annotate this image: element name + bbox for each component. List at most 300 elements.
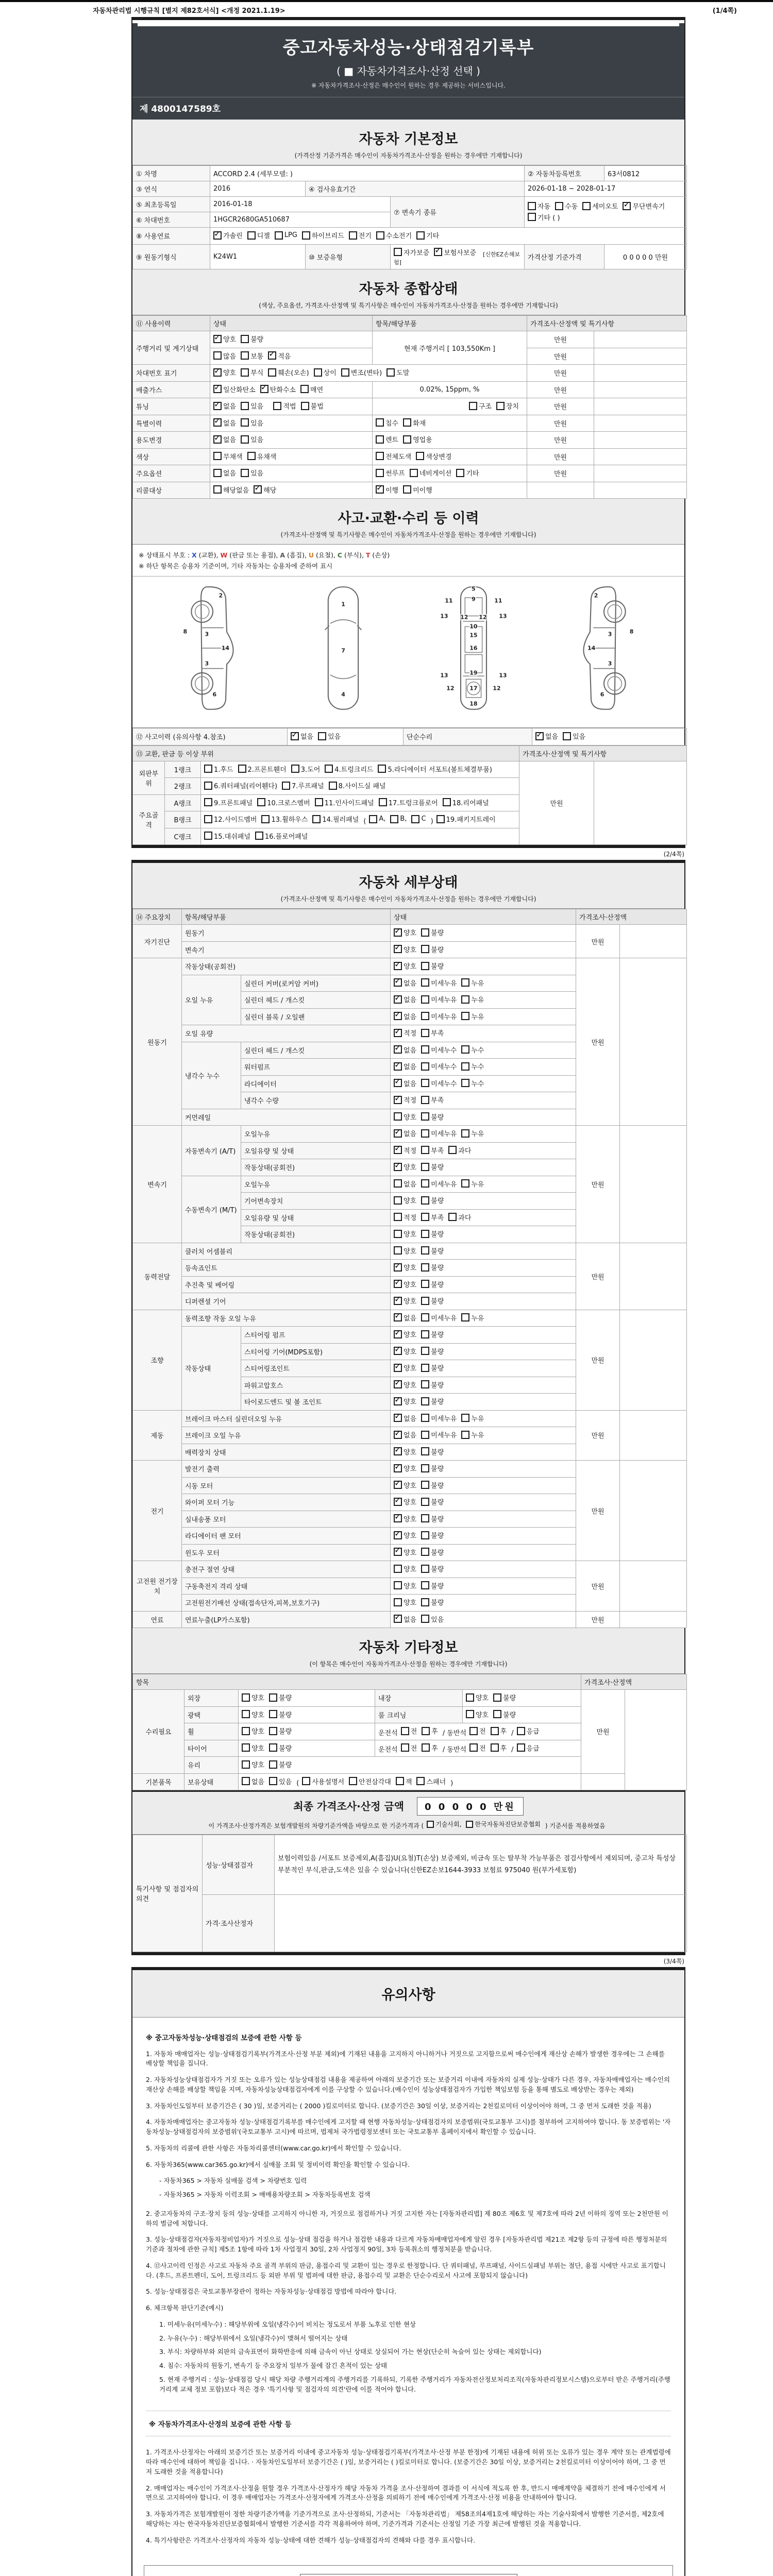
checkbox-양호[interactable] [242,1759,264,1769]
checkbox-불량[interactable] [493,1709,516,1719]
checkbox-box[interactable] [349,1777,357,1785]
checkbox-box[interactable] [325,765,333,773]
checkbox-box[interactable] [394,1380,402,1388]
checkbox-없음[interactable] [394,1179,416,1189]
checkbox-누유[interactable] [461,1313,484,1323]
checkbox-box[interactable] [241,435,249,444]
checkbox-box[interactable] [394,1079,402,1087]
checkbox-box[interactable] [461,1129,469,1138]
checkbox-과다[interactable] [448,1145,471,1155]
checkbox-무채색[interactable] [213,451,243,461]
checkbox-양호[interactable] [394,927,416,937]
checkbox-box[interactable] [247,231,256,240]
checkbox-A,[interactable] [369,815,385,823]
checkbox-box[interactable] [461,1179,469,1188]
checkbox-box[interactable] [461,978,469,987]
checkbox-box[interactable] [213,335,222,343]
checkbox-box[interactable] [314,368,322,377]
checkbox-없음[interactable] [394,1128,416,1138]
checkbox-양호[interactable] [466,1709,489,1719]
checkbox-불량[interactable] [421,1195,444,1205]
checkbox-box[interactable] [268,351,276,360]
checkbox-불량[interactable] [269,1759,292,1769]
checkbox-box[interactable] [469,1743,478,1752]
checkbox-해당없음[interactable] [213,485,249,495]
checkbox-누유[interactable] [461,1128,484,1138]
checkbox-box[interactable] [493,1710,501,1718]
checkbox-box[interactable] [242,1777,250,1785]
checkbox-box[interactable] [421,1464,429,1472]
checkbox-box[interactable] [421,1012,429,1020]
checkbox-box[interactable] [421,1230,429,1238]
checkbox-box[interactable] [394,1112,402,1121]
checkbox-box[interactable] [443,798,451,806]
checkbox-양호[interactable] [394,1564,416,1573]
checkbox-가솔린[interactable] [213,230,243,240]
checkbox-C[interactable] [411,815,426,823]
checkbox-box[interactable] [242,1727,250,1735]
checkbox-누유[interactable] [461,1179,484,1189]
checkbox-box[interactable] [421,1548,429,1556]
checkbox-box[interactable] [421,1531,429,1539]
checkbox-box[interactable] [376,469,384,477]
checkbox-보험사보증[interactable] [434,247,476,257]
checkbox-누유[interactable] [461,978,484,988]
checkbox-미세누유[interactable] [421,1413,457,1423]
checkbox-box[interactable] [421,1179,429,1188]
checkbox-스패너[interactable] [416,1776,446,1786]
checkbox-불량[interactable] [269,1709,292,1719]
checkbox-영업용[interactable] [403,434,432,444]
checkbox-일산화탄소[interactable] [213,384,256,394]
checkbox-box[interactable] [394,1280,402,1288]
checkbox-box[interactable] [341,368,349,377]
checkbox-양호[interactable] [394,1497,416,1506]
checkbox-box[interactable] [461,1414,469,1422]
checkbox-box[interactable] [394,248,402,256]
checkbox-box[interactable] [213,351,222,360]
checkbox-box[interactable] [535,732,544,740]
checkbox-box[interactable] [623,202,631,210]
checkbox-전기[interactable] [349,230,372,240]
checkbox-양호[interactable] [394,1514,416,1523]
checkbox-box[interactable] [394,1297,402,1305]
checkbox-box[interactable] [241,335,249,343]
checkbox-11.인사이드패널[interactable] [315,798,374,807]
checkbox-미이행[interactable] [403,485,432,495]
checkbox-렌트[interactable] [376,434,398,444]
checkbox-불량[interactable] [269,1692,292,1702]
checkbox-box[interactable] [528,202,536,210]
checkbox-B,[interactable] [390,815,407,823]
checkbox-없음[interactable] [394,1430,416,1439]
checkbox-box[interactable] [461,1062,469,1071]
checkbox-없음[interactable] [394,1011,416,1021]
checkbox-해당[interactable] [254,485,276,495]
checkbox-box[interactable] [329,782,337,790]
checkbox-탄화수소[interactable] [260,384,296,394]
checkbox-9.프론트패널[interactable] [204,798,253,807]
checkbox-불량[interactable] [421,1581,444,1590]
checkbox-불량[interactable] [421,1597,444,1607]
checkbox-적법[interactable] [273,401,296,411]
checkbox-box[interactable] [491,1743,499,1752]
checkbox-양호[interactable] [394,1480,416,1490]
checkbox-4.트렁크리드[interactable] [325,764,373,774]
checkbox-불법[interactable] [301,401,324,411]
checkbox-box[interactable] [394,1548,402,1556]
checkbox-적정[interactable] [394,1028,416,1038]
checkbox-미세누유[interactable] [421,994,457,1004]
checkbox-매연[interactable] [300,384,323,394]
checkbox-box[interactable] [421,1514,429,1522]
checkbox-box[interactable] [315,798,323,806]
checkbox-없음[interactable] [394,1078,416,1088]
checkbox-box[interactable] [403,435,411,444]
checkbox-box[interactable] [434,248,442,256]
checkbox-19.패키지트레이[interactable] [436,814,496,824]
checkbox-적정[interactable] [394,1095,416,1105]
checkbox-box[interactable] [421,928,429,937]
checkbox-수소전기[interactable] [376,230,412,240]
checkbox-box[interactable] [273,402,281,410]
checkbox-디젤[interactable] [247,230,270,240]
checkbox-14.필러패널[interactable] [312,814,359,824]
checkbox-미세누유[interactable] [421,1128,457,1138]
checkbox-불량[interactable] [421,1112,444,1122]
checkbox-box[interactable] [300,385,309,393]
checkbox-box[interactable] [421,1565,429,1573]
checkbox-box[interactable] [213,485,222,494]
checkbox-box[interactable] [466,1710,474,1718]
checkbox-양호[interactable] [394,1530,416,1540]
checkbox-10.크로스멤버[interactable] [257,798,310,807]
checkbox-부식[interactable] [241,367,263,377]
checkbox-양호[interactable] [394,1547,416,1557]
checkbox-하이브리드[interactable] [302,230,344,240]
checkbox-미세누수[interactable] [421,1045,457,1055]
checkbox-없음[interactable] [394,1045,416,1055]
checkbox-box[interactable] [394,1163,402,1171]
checkbox-18.리어패널[interactable] [443,798,489,807]
checkbox-양호[interactable] [394,1396,416,1406]
checkbox-box[interactable] [260,385,268,393]
checkbox-미세누유[interactable] [421,1430,457,1439]
checkbox-불량[interactable] [421,1162,444,1172]
checkbox-box[interactable] [466,1693,474,1702]
checkbox-box[interactable] [241,351,249,360]
checkbox-box[interactable] [555,202,563,210]
checkbox-전체도색[interactable] [376,451,411,461]
checkbox-box[interactable] [394,1431,402,1439]
checkbox-box[interactable] [394,995,402,1004]
checkbox-box[interactable] [421,962,429,970]
checkbox-box[interactable] [421,1581,429,1589]
checkbox-불량[interactable] [421,1346,444,1356]
checkbox-없음[interactable] [394,978,416,988]
checkbox-box[interactable] [396,1777,404,1785]
checkbox-box[interactable] [421,1129,429,1138]
checkbox-box[interactable] [448,1213,457,1221]
checkbox-불량[interactable] [241,334,263,344]
checkbox-box[interactable] [390,815,398,823]
checkbox-없음[interactable] [394,1413,416,1423]
checkbox-양호[interactable] [394,1329,416,1339]
checkbox-box[interactable] [379,798,387,806]
checkbox-없음[interactable] [394,994,416,1004]
checkbox-세미오토[interactable] [582,201,618,211]
checkbox-box[interactable] [401,1727,409,1735]
checkbox-불량[interactable] [421,1564,444,1573]
checkbox-box[interactable] [394,1196,402,1205]
checkbox-미세누유[interactable] [421,1313,457,1323]
checkbox-기타[interactable] [456,468,479,478]
checkbox-양호[interactable] [394,1246,416,1256]
checkbox-box[interactable] [394,1213,402,1221]
checkbox-box[interactable] [242,1760,250,1769]
checkbox-불량[interactable] [421,1262,444,1272]
checkbox-box[interactable] [394,1062,402,1071]
checkbox-썬루프[interactable] [376,468,405,478]
checkbox-있음[interactable] [241,434,263,444]
checkbox-box[interactable] [421,1146,429,1154]
checkbox-box[interactable] [461,1431,469,1439]
checkbox-이행[interactable] [376,485,398,495]
checkbox-있음[interactable] [563,731,585,741]
checkbox-누유[interactable] [461,1430,484,1439]
checkbox-양호[interactable] [394,1279,416,1289]
checkbox-있음[interactable] [269,1776,292,1786]
checkbox-box[interactable] [394,962,402,970]
checkbox-불량[interactable] [421,1497,444,1506]
checkbox-누수[interactable] [461,1078,484,1088]
checkbox-자가보증[interactable] [394,247,429,257]
checkbox-box[interactable] [394,1263,402,1272]
checkbox-box[interactable] [394,1414,402,1422]
checkbox-box[interactable] [469,402,477,410]
checkbox-양호[interactable] [394,1195,416,1205]
checkbox-양호[interactable] [394,1581,416,1590]
checkbox-box[interactable] [261,815,270,823]
checkbox-없음[interactable] [394,1614,416,1624]
checkbox-box[interactable] [301,402,309,410]
checkbox-불량[interactable] [421,1279,444,1289]
checkbox-양호[interactable] [394,1262,416,1272]
checkbox-누유[interactable] [461,1413,484,1423]
checkbox-양호[interactable] [394,1363,416,1372]
checkbox-box[interactable] [242,1743,250,1752]
checkbox-box[interactable] [241,418,249,427]
checkbox-box[interactable] [461,1012,469,1020]
checkbox-box[interactable] [213,452,222,460]
checkbox-2.프론트휀더[interactable] [238,764,287,774]
checkbox-box[interactable] [421,995,429,1004]
checkbox-box[interactable] [213,469,222,477]
checkbox-전[interactable] [401,1743,417,1753]
checkbox-box[interactable] [421,1163,429,1171]
checkbox-3.도어[interactable] [291,764,321,774]
checkbox-양호[interactable] [394,1346,416,1356]
checkbox-불량[interactable] [421,961,444,971]
checkbox-box[interactable] [394,1364,402,1372]
checkbox-box[interactable] [394,1096,402,1104]
checkbox-box[interactable] [394,1498,402,1506]
checkbox-후[interactable] [422,1743,438,1753]
checkbox-box[interactable] [421,1397,429,1405]
checkbox-box[interactable] [411,815,419,823]
checkbox-box[interactable] [496,402,505,410]
checkbox-box[interactable] [376,435,384,444]
checkbox-응급[interactable] [517,1726,540,1736]
checkbox-없음[interactable] [213,468,236,478]
checkbox-box[interactable] [369,815,377,823]
checkbox-box[interactable] [386,368,395,377]
checkbox-box[interactable] [421,1414,429,1422]
checkbox-양호[interactable] [394,1296,416,1306]
checkbox-box[interactable] [282,782,290,790]
checkbox-양호[interactable] [394,1112,416,1122]
checkbox-후[interactable] [422,1726,438,1736]
checkbox-box[interactable] [469,1727,478,1735]
checkbox-16.플로어패널[interactable] [255,831,308,841]
checkbox-누유[interactable] [461,994,484,1004]
checkbox-box[interactable] [421,1347,429,1355]
checkbox-부족[interactable] [421,1212,444,1222]
checkbox-전[interactable] [401,1726,417,1736]
checkbox-양호[interactable] [394,1447,416,1456]
checkbox-없음[interactable] [291,731,313,741]
checkbox-양호[interactable] [466,1692,489,1702]
checkbox-box[interactable] [493,1693,501,1702]
checkbox-box[interactable] [421,1079,429,1087]
checkbox-box[interactable] [269,1727,277,1735]
checkbox-1.후드[interactable] [204,764,233,774]
checkbox-box[interactable] [269,1693,277,1702]
checkbox-box[interactable] [394,1615,402,1623]
checkbox-15.대쉬패널[interactable] [204,831,250,841]
checkbox-box[interactable] [517,1727,525,1735]
checkbox-box[interactable] [213,402,222,410]
checkbox-없음[interactable] [242,1776,264,1786]
checkbox-기술사회,[interactable] [427,1820,461,1828]
checkbox-box[interactable] [213,435,222,444]
checkbox-box[interactable] [421,1431,429,1439]
checkbox-불량[interactable] [421,927,444,937]
checkbox-box[interactable] [456,469,464,477]
checkbox-불량[interactable] [421,1363,444,1372]
checkbox-미세누유[interactable] [421,1179,457,1189]
checkbox-box[interactable] [204,832,212,840]
checkbox-불량[interactable] [421,1463,444,1473]
checkbox-양호[interactable] [213,334,236,344]
checkbox-box[interactable] [394,1397,402,1405]
checkbox-box[interactable] [312,815,321,823]
checkbox-box[interactable] [394,1313,402,1321]
checkbox-없음[interactable] [535,731,558,741]
checkbox-box[interactable] [421,1029,429,1037]
checkbox-box[interactable] [275,231,283,240]
checkbox-box[interactable] [394,1230,402,1238]
checkbox-box[interactable] [376,485,384,494]
checkbox-13.휠하우스[interactable] [261,814,308,824]
checkbox-12.사이드멤버[interactable] [204,814,257,824]
checkbox-누수[interactable] [461,1061,484,1071]
checkbox-많음[interactable] [213,351,236,361]
checkbox-box[interactable] [421,1481,429,1489]
checkbox-box[interactable] [254,485,262,494]
checkbox-box[interactable] [394,1012,402,1020]
checkbox-box[interactable] [247,452,256,460]
checkbox-box[interactable] [349,231,357,240]
checkbox-box[interactable] [242,1693,250,1702]
checkbox-box[interactable] [376,452,384,460]
checkbox-box[interactable] [394,1598,402,1606]
checkbox-box[interactable] [394,1447,402,1455]
checkbox-box[interactable] [394,1330,402,1338]
checkbox-없음[interactable] [213,418,236,428]
checkbox-있음[interactable] [241,468,263,478]
checkbox-box[interactable] [376,418,384,427]
checkbox-box[interactable] [461,1079,469,1087]
checkbox-없음[interactable] [394,1061,416,1071]
checkbox-과다[interactable] [448,1212,471,1222]
checkbox-box[interactable] [268,368,276,377]
checkbox-후[interactable] [491,1743,507,1753]
checkbox-불량[interactable] [421,1447,444,1456]
checkbox-없음[interactable] [213,401,236,411]
checkbox-기타 ( )[interactable] [528,212,560,222]
checkbox-불량[interactable] [421,1329,444,1339]
checkbox-양호[interactable] [242,1692,264,1702]
checkbox-미세누유[interactable] [421,978,457,988]
checkbox-box[interactable] [582,202,591,210]
checkbox-불량[interactable] [421,1514,444,1523]
checkbox-box[interactable] [466,1821,473,1828]
checkbox-전[interactable] [469,1743,486,1753]
checkbox-box[interactable] [416,231,425,240]
checkbox-무단변속기[interactable] [623,201,665,211]
checkbox-box[interactable] [491,1727,499,1735]
checkbox-box[interactable] [421,1096,429,1104]
checkbox-LPG[interactable] [275,231,297,240]
checkbox-box[interactable] [410,469,418,477]
checkbox-불량[interactable] [421,1246,444,1256]
checkbox-8.사이드실 패널[interactable] [329,781,386,790]
checkbox-box[interactable] [241,402,249,410]
checkbox-box[interactable] [241,469,249,477]
checkbox-누수[interactable] [461,1045,484,1055]
checkbox-box[interactable] [242,1710,250,1718]
checkbox-box[interactable] [448,1146,457,1154]
checkbox-부족[interactable] [421,1028,444,1038]
checkbox-box[interactable] [427,1821,434,1828]
checkbox-양호[interactable] [394,1229,416,1239]
checkbox-box[interactable] [421,945,429,953]
checkbox-box[interactable] [204,765,212,773]
checkbox-화재[interactable] [403,418,426,428]
checkbox-유채색[interactable] [247,451,277,461]
checkbox-불량[interactable] [421,1547,444,1557]
checkbox-box[interactable] [416,452,424,460]
checkbox-box[interactable] [302,231,310,240]
checkbox-양호[interactable] [213,367,236,377]
checkbox-box[interactable] [394,1129,402,1138]
checkbox-양호[interactable] [394,1597,416,1607]
checkbox-부족[interactable] [421,1145,444,1155]
checkbox-box[interactable] [394,945,402,953]
checkbox-한국자동차진단보증협회[interactable] [466,1820,541,1828]
checkbox-불량[interactable] [421,1396,444,1406]
